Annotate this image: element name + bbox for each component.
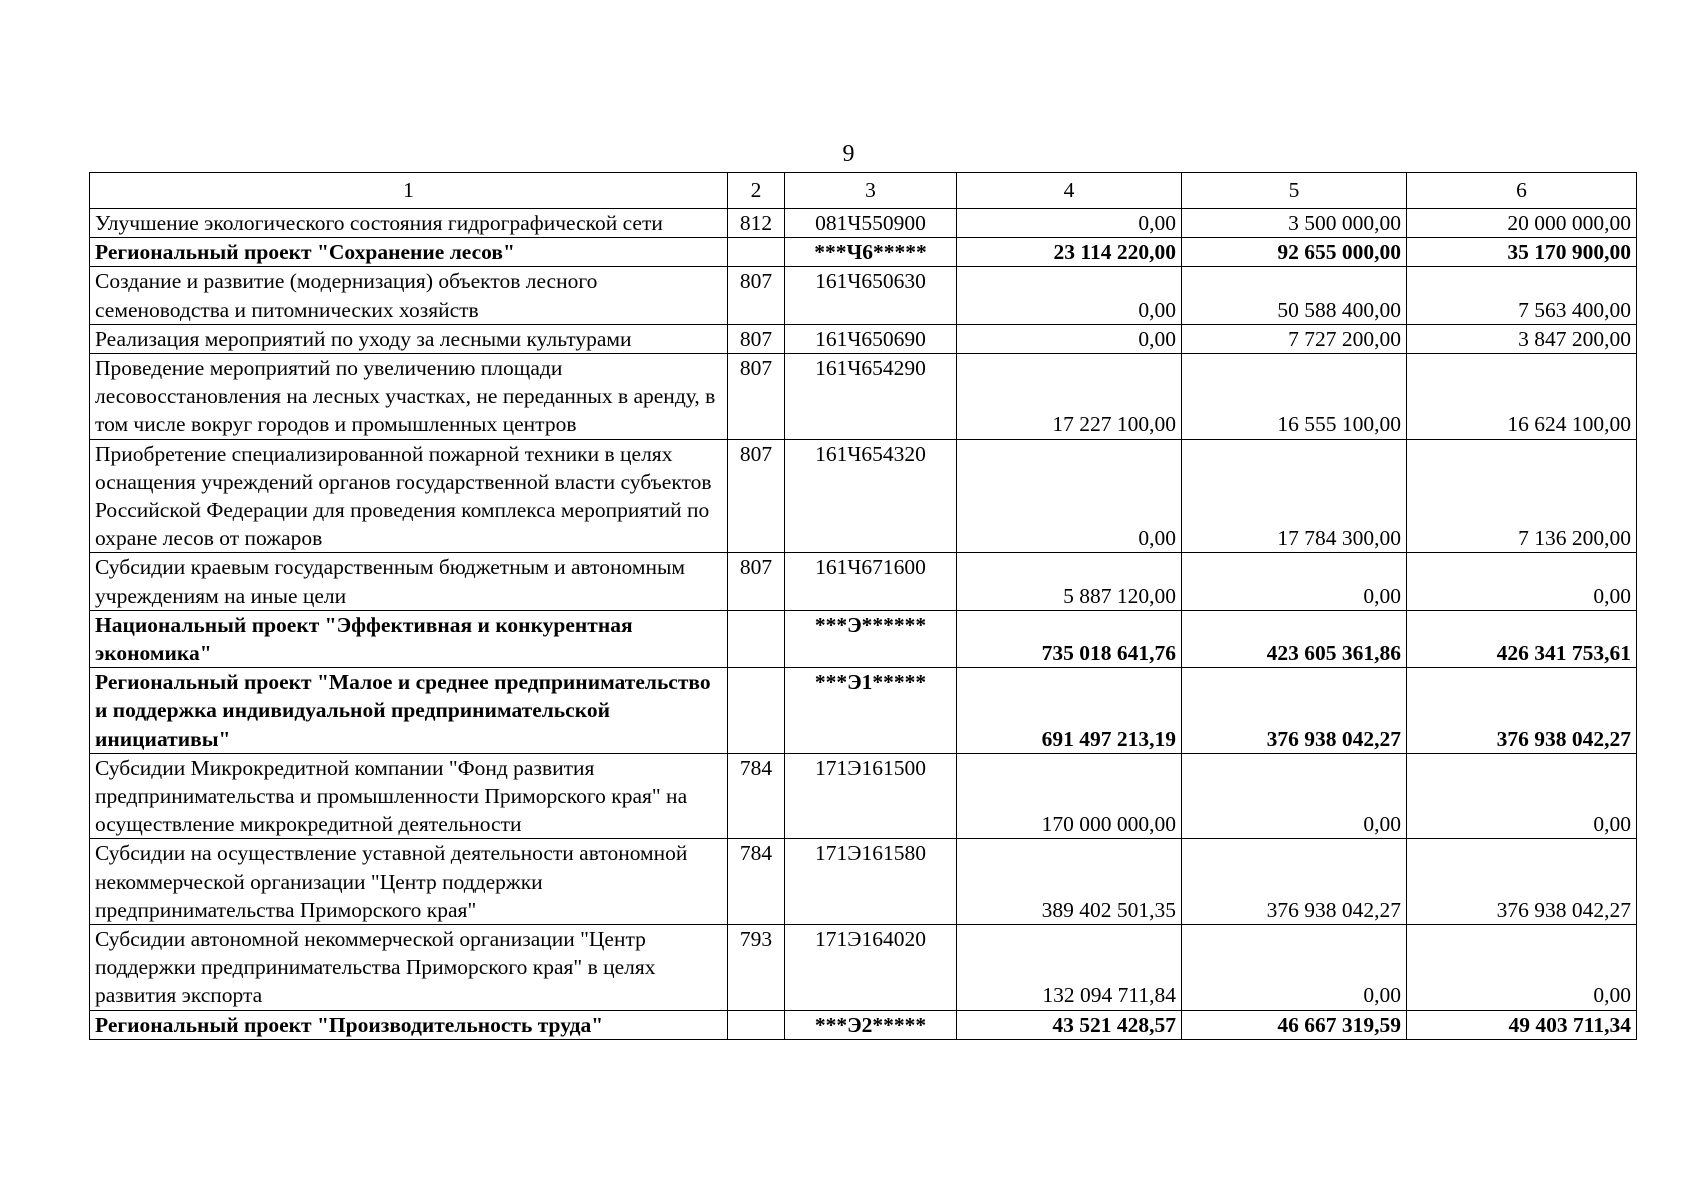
row-value-4: 389 402 501,35 xyxy=(957,839,1182,925)
row-value-6: 16 624 100,00 xyxy=(1407,354,1637,440)
row-value-5: 3 500 000,00 xyxy=(1182,209,1407,238)
row-value-6: 0,00 xyxy=(1407,753,1637,839)
row-value-6: 3 847 200,00 xyxy=(1407,324,1637,353)
row-code: 081Ч550900 xyxy=(785,209,957,238)
row-value-5: 92 655 000,00 xyxy=(1182,238,1407,267)
row-value-4: 0,00 xyxy=(957,267,1182,324)
header-row xyxy=(90,173,1637,209)
row-section: 793 xyxy=(728,925,785,1011)
row-name: Приобретение специализированной пожарной техники в целях оснащения учреждений органов государственной власти субъектов Российской Федерации для проведения комплекса мероприятий по охране лесов от пожаров xyxy=(90,439,728,553)
row-section: 784 xyxy=(728,839,785,925)
table-row xyxy=(90,324,1637,353)
row-code: ***Э2***** xyxy=(785,1010,957,1039)
row-value-6: 426 341 753,61 xyxy=(1407,610,1637,667)
row-value-4: 17 227 100,00 xyxy=(957,354,1182,440)
row-section xyxy=(728,238,785,267)
row-value-4: 43 521 428,57 xyxy=(957,1010,1182,1039)
column-header: 3 xyxy=(785,173,957,209)
row-value-4: 170 000 000,00 xyxy=(957,753,1182,839)
row-name: Субсидии краевым государственным бюджетным и автономным учреждениям на иные цели xyxy=(90,553,728,610)
row-name: Региональный проект "Малое и среднее предпринимательство и поддержка индивидуальной предпринимательской инициативы" xyxy=(90,668,728,754)
table-row xyxy=(90,553,1637,610)
row-value-5: 50 588 400,00 xyxy=(1182,267,1407,324)
row-name: Улучшение экологического состояния гидрографической сети xyxy=(90,209,728,238)
row-name: Региональный проект "Сохранение лесов" xyxy=(90,238,728,267)
table-row xyxy=(90,925,1637,1011)
row-name: Субсидии автономной некоммерческой организации "Центр поддержки предпринимательства Приморского края" в целях развития экспорта xyxy=(90,925,728,1011)
budget-table xyxy=(89,172,1637,1040)
row-value-5: 7 727 200,00 xyxy=(1182,324,1407,353)
row-section xyxy=(728,1010,785,1039)
row-section: 807 xyxy=(728,354,785,440)
row-name: Региональный проект "Производительность труда" xyxy=(90,1010,728,1039)
column-header: 4 xyxy=(957,173,1182,209)
row-section: 807 xyxy=(728,267,785,324)
row-value-4: 0,00 xyxy=(957,324,1182,353)
table-row xyxy=(90,238,1637,267)
row-value-6: 20 000 000,00 xyxy=(1407,209,1637,238)
table-row xyxy=(90,209,1637,238)
row-name: Реализация мероприятий по уходу за лесными культурами xyxy=(90,324,728,353)
row-section: 807 xyxy=(728,324,785,353)
row-value-4: 691 497 213,19 xyxy=(957,668,1182,754)
row-code: 161Ч654290 xyxy=(785,354,957,440)
column-header: 5 xyxy=(1182,173,1407,209)
row-section xyxy=(728,668,785,754)
table-row xyxy=(90,439,1637,553)
row-value-5: 46 667 319,59 xyxy=(1182,1010,1407,1039)
table-row xyxy=(90,668,1637,754)
row-code: 171Э161580 xyxy=(785,839,957,925)
row-section: 784 xyxy=(728,753,785,839)
row-name: Проведение мероприятий по увеличению площади лесовосстановления на лесных участках, не переданных в аренду, в том числе вокруг городов и промышленных центров xyxy=(90,354,728,440)
table-row xyxy=(90,610,1637,667)
row-value-5: 376 938 042,27 xyxy=(1182,839,1407,925)
row-section: 807 xyxy=(728,439,785,553)
row-code: 161Ч671600 xyxy=(785,553,957,610)
column-header: 2 xyxy=(728,173,785,209)
row-value-4: 23 114 220,00 xyxy=(957,238,1182,267)
column-header: 6 xyxy=(1407,173,1637,209)
row-section: 812 xyxy=(728,209,785,238)
row-value-5: 0,00 xyxy=(1182,753,1407,839)
row-code: ***Э****** xyxy=(785,610,957,667)
row-value-4: 5 887 120,00 xyxy=(957,553,1182,610)
row-code: 171Э161500 xyxy=(785,753,957,839)
row-value-4: 735 018 641,76 xyxy=(957,610,1182,667)
row-value-6: 7 563 400,00 xyxy=(1407,267,1637,324)
row-value-4: 0,00 xyxy=(957,439,1182,553)
column-header: 1 xyxy=(90,173,728,209)
table-row xyxy=(90,267,1637,324)
table-row xyxy=(90,354,1637,440)
row-code: 161Ч650690 xyxy=(785,324,957,353)
row-code: ***Э1***** xyxy=(785,668,957,754)
row-value-6: 0,00 xyxy=(1407,553,1637,610)
row-code: 161Ч650630 xyxy=(785,267,957,324)
row-value-6: 376 938 042,27 xyxy=(1407,839,1637,925)
row-code: ***Ч6***** xyxy=(785,238,957,267)
row-value-4: 0,00 xyxy=(957,209,1182,238)
table-row xyxy=(90,753,1637,839)
row-name: Национальный проект "Эффективная и конкурентная экономика" xyxy=(90,610,728,667)
row-code: 171Э164020 xyxy=(785,925,957,1011)
row-name: Субсидии Микрокредитной компании "Фонд развития предпринимательства и промышленности Приморского края" на осуществление микрокредитной деятельности xyxy=(90,753,728,839)
row-name: Субсидии на осуществление уставной деятельности автономной некоммерческой организации "Центр поддержки предпринимательства Приморского края" xyxy=(90,839,728,925)
row-value-6: 7 136 200,00 xyxy=(1407,439,1637,553)
row-value-6: 376 938 042,27 xyxy=(1407,668,1637,754)
row-value-6: 49 403 711,34 xyxy=(1407,1010,1637,1039)
row-value-6: 0,00 xyxy=(1407,925,1637,1011)
row-code: 161Ч654320 xyxy=(785,439,957,553)
row-value-5: 16 555 100,00 xyxy=(1182,354,1407,440)
row-value-5: 423 605 361,86 xyxy=(1182,610,1407,667)
row-section xyxy=(728,610,785,667)
row-value-5: 0,00 xyxy=(1182,553,1407,610)
row-value-4: 132 094 711,84 xyxy=(957,925,1182,1011)
row-value-5: 376 938 042,27 xyxy=(1182,668,1407,754)
row-name: Создание и развитие (модернизация) объектов лесного семеноводства и питомнических хозяйств xyxy=(90,267,728,324)
table-row xyxy=(90,839,1637,925)
row-value-5: 0,00 xyxy=(1182,925,1407,1011)
row-section: 807 xyxy=(728,553,785,610)
page-number: 9 xyxy=(842,141,855,167)
row-value-6: 35 170 900,00 xyxy=(1407,238,1637,267)
row-value-5: 17 784 300,00 xyxy=(1182,439,1407,553)
table-row xyxy=(90,1010,1637,1039)
